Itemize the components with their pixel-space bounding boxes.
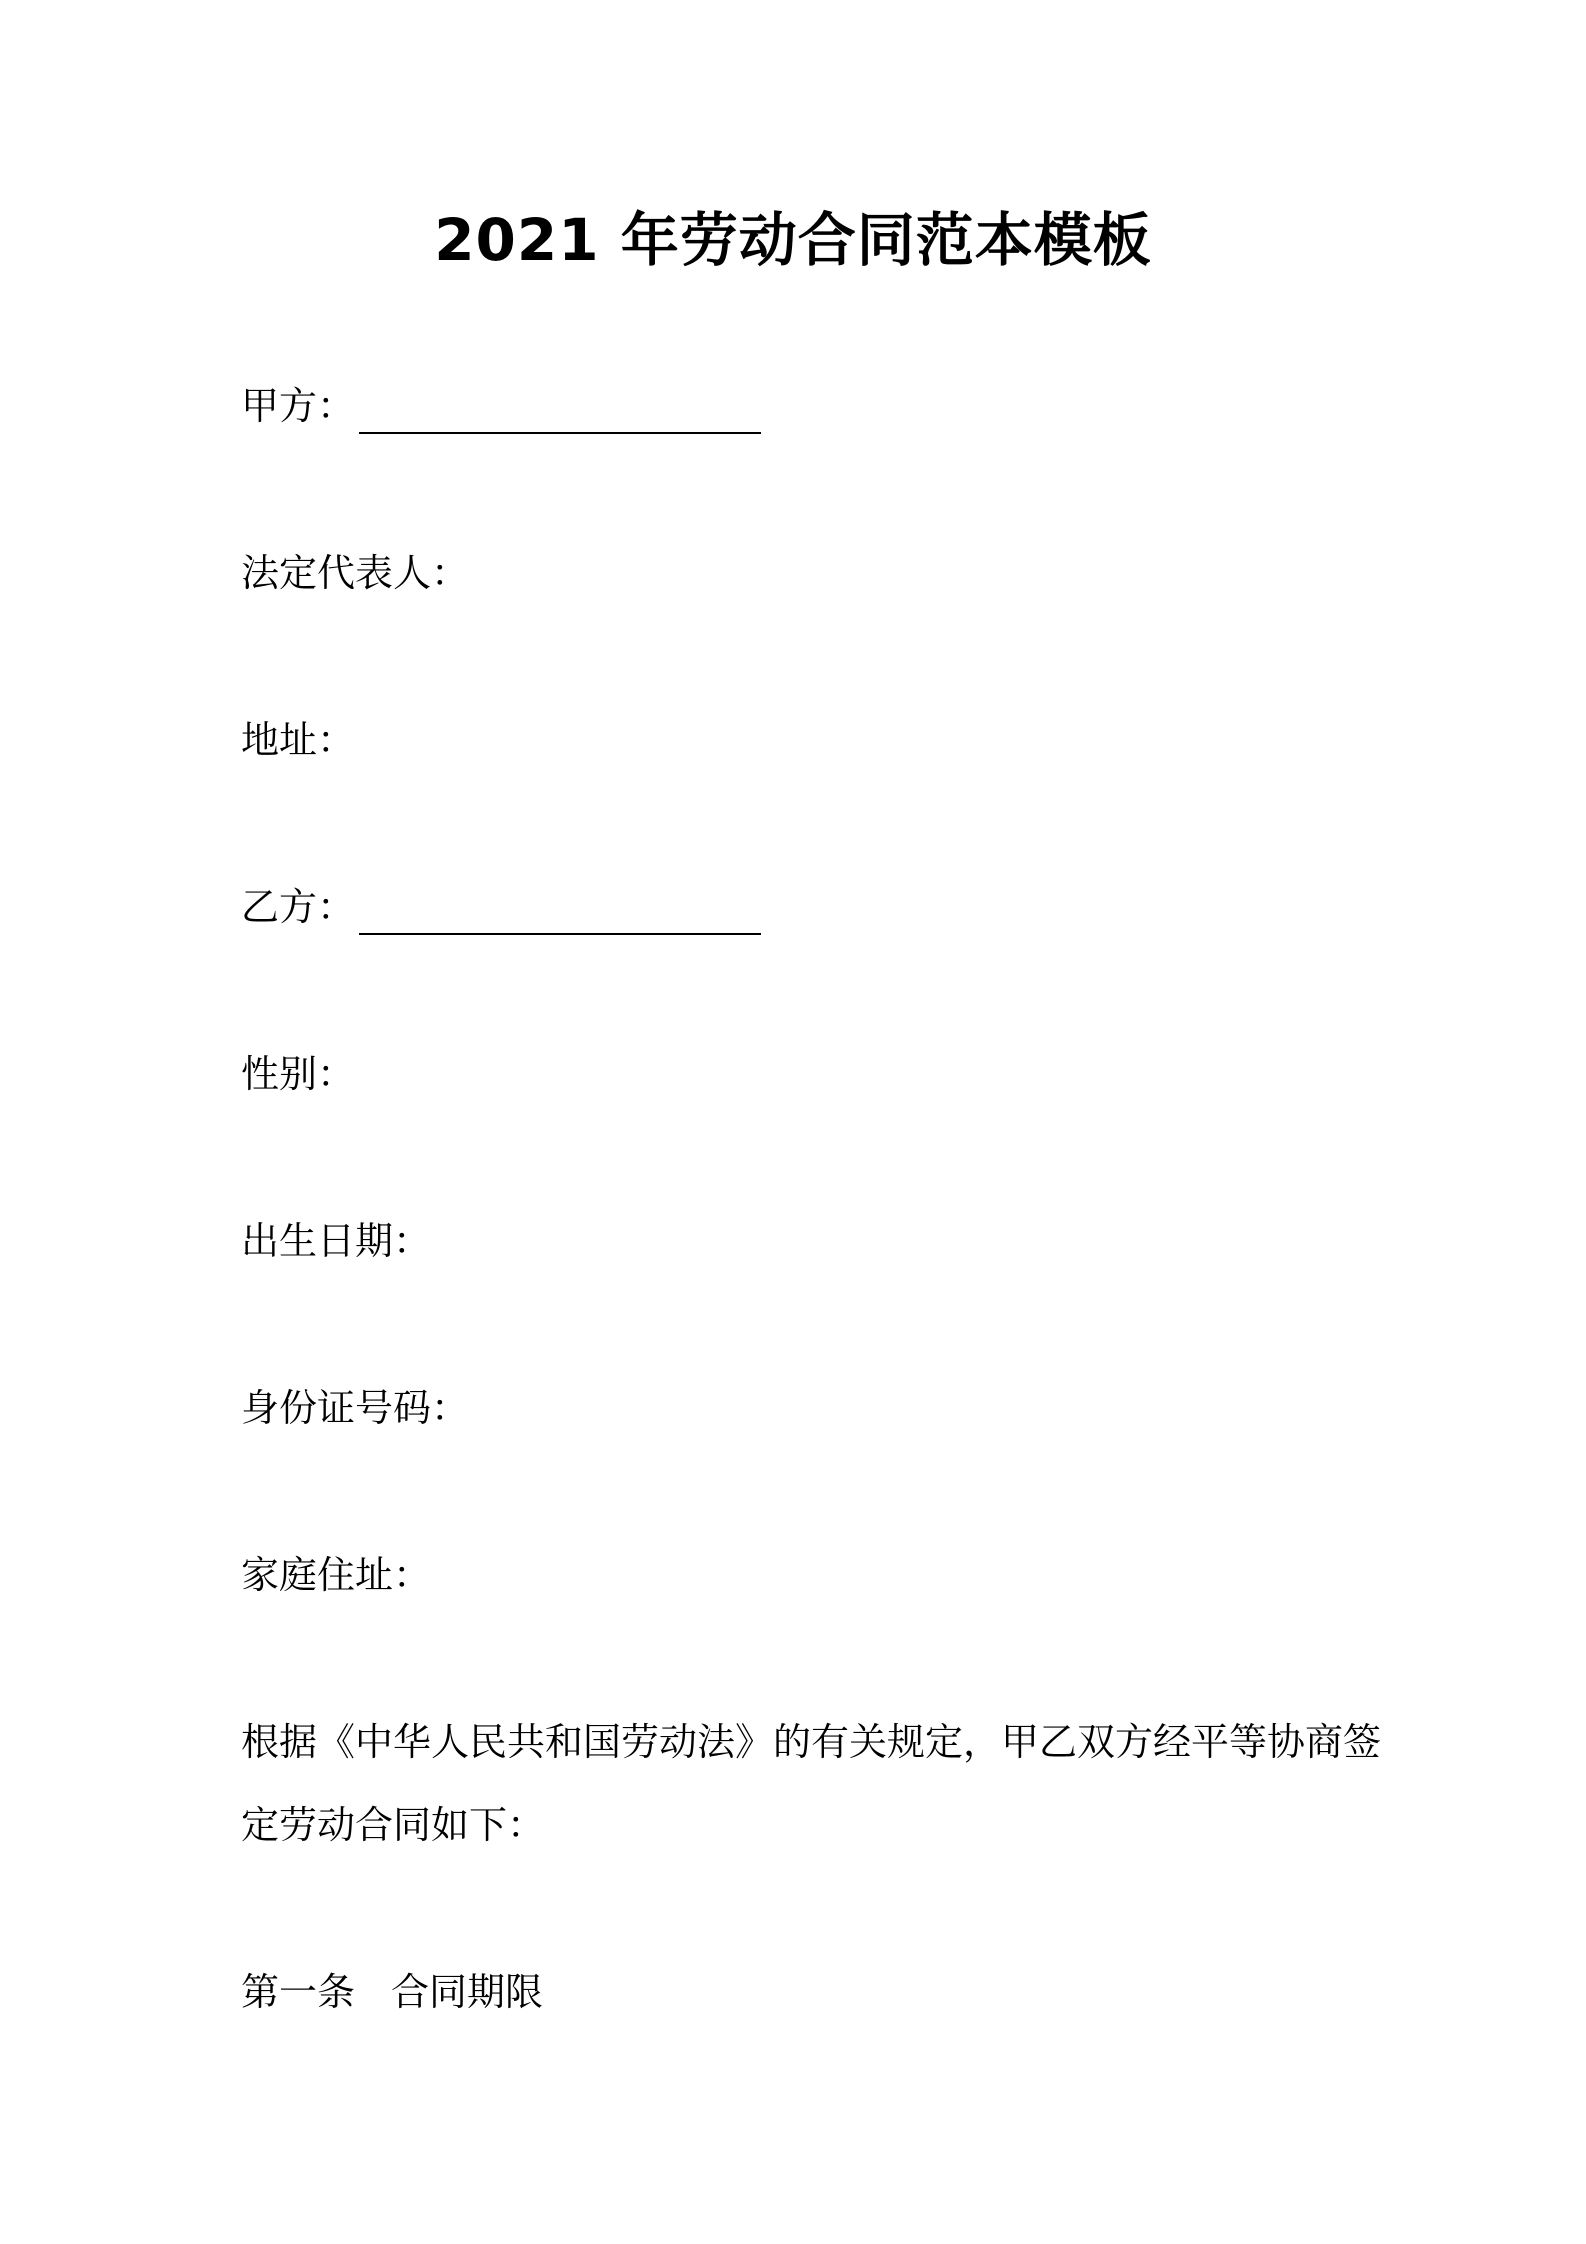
birth-date-line	[241, 1213, 431, 1269]
gender-line	[241, 1046, 355, 1102]
intro-text-line2: 定劳动合同如下：	[241, 1803, 546, 1847]
party-a-label: 甲方：	[241, 384, 356, 428]
legal-rep-label: 法定代表人：	[241, 551, 470, 595]
party-a-line	[241, 378, 761, 434]
intro-text-line1: 根据《中华人民共和国劳动法》的有关规定，甲乙双方经平等协商签	[241, 1720, 1382, 1764]
address-label: 地址：	[241, 718, 356, 762]
party-a-blank[interactable]	[359, 388, 761, 434]
intro-paragraph-line2	[241, 1797, 545, 1853]
gender-label: 性别：	[241, 1052, 356, 1096]
party-b-blank[interactable]	[359, 889, 761, 935]
birth-date-label: 出生日期：	[241, 1219, 432, 1263]
home-address-label: 家庭住址：	[241, 1553, 432, 1597]
home-address-line	[241, 1547, 431, 1603]
article-1-heading	[241, 1964, 543, 2020]
legal-rep-line	[241, 545, 469, 601]
id-number-line	[241, 1380, 469, 1436]
party-b-label: 乙方：	[241, 885, 356, 929]
intro-paragraph-line1	[241, 1714, 1381, 1770]
id-number-label: 身份证号码：	[241, 1386, 470, 1430]
article-1-number: 第一条	[241, 1970, 356, 2014]
party-b-line	[241, 879, 761, 935]
address-line	[241, 712, 355, 768]
document-title: 2021 年劳动合同范本模板	[434, 206, 1152, 274]
article-1-title: 合同期限	[391, 1970, 544, 2014]
